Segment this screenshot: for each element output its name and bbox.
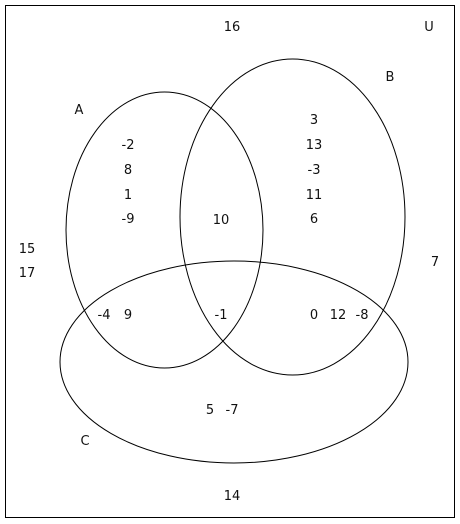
element-b-only: -3 <box>307 163 321 178</box>
set-b-label: B <box>385 70 395 85</box>
element-b-and-c: -8 <box>355 308 369 323</box>
element-b-and-c: 0 <box>309 308 319 323</box>
universe-label: U <box>424 20 434 35</box>
element-a-only: -2 <box>121 138 135 153</box>
element-c-only: 5 <box>205 403 215 418</box>
element-c-only: -7 <box>225 403 239 418</box>
element-outside-left: 15 <box>18 242 36 257</box>
set-a-label: A <box>74 103 84 118</box>
element-b-only: 13 <box>305 138 323 153</box>
element-a-and-b: 10 <box>212 213 230 228</box>
element-b-only: 6 <box>309 212 319 227</box>
element-outside-bottom: 14 <box>223 489 241 504</box>
element-b-and-c: 12 <box>329 308 347 323</box>
element-outside-left: 17 <box>18 266 36 281</box>
set-a-ellipse <box>66 92 263 368</box>
element-a-and-c: -4 <box>97 308 111 323</box>
element-a-and-c: 9 <box>123 308 133 323</box>
element-a-only: 1 <box>123 188 133 203</box>
element-a-b-c: -1 <box>214 308 228 323</box>
set-c-ellipse <box>60 261 408 463</box>
element-b-only: 3 <box>309 113 319 128</box>
element-outside-right: 7 <box>430 255 440 270</box>
element-a-only: 8 <box>123 163 133 178</box>
element-outside-top: 16 <box>223 20 241 35</box>
set-c-label: C <box>80 434 90 449</box>
element-b-only: 11 <box>305 188 323 203</box>
element-a-only: -9 <box>121 212 135 227</box>
